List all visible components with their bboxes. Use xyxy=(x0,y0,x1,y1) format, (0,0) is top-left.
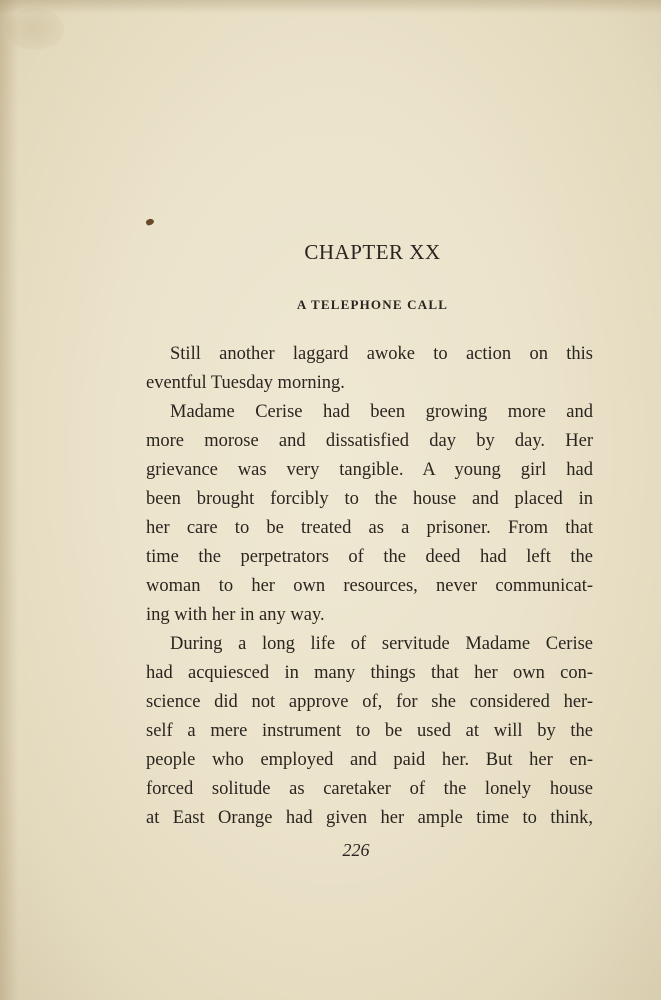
text-line: been brought forcibly to the house and placed in xyxy=(146,489,593,509)
text-line: more morose and dissatisfied day by day. Her xyxy=(146,431,593,451)
chapter-title: CHAPTER XX xyxy=(304,240,441,264)
body-text xyxy=(146,340,593,833)
text-line: ing with her in any way. xyxy=(146,605,325,625)
text-line: her care to be treated as a prisoner. From that xyxy=(146,518,593,538)
page-number: 226 xyxy=(342,840,370,860)
text-line: Madame Cerise had been growing more and xyxy=(170,402,593,422)
text-line: During a long life of servitude Madame Cerise xyxy=(170,634,593,654)
text-line: science did not approve of, for she considered her- xyxy=(146,692,593,712)
text-line: self a mere instrument to be used at will by the xyxy=(146,721,593,741)
text-line: at East Orange had given her ample time to think, xyxy=(146,808,593,828)
ink-speck xyxy=(145,218,155,226)
text-line: woman to her own resources, never communicat- xyxy=(146,576,593,596)
text-line: grievance was very tangible. A young girl had xyxy=(146,460,593,480)
text-line: time the perpetrators of the deed had left the xyxy=(146,547,593,567)
text-line: Still another laggard awoke to action on this xyxy=(170,344,593,364)
paper-stain xyxy=(6,8,64,50)
chapter-subtitle: A TELEPHONE CALL xyxy=(296,297,449,312)
page-top-shadow xyxy=(0,0,661,14)
text-line: eventful Tuesday morning. xyxy=(146,373,345,393)
text-line: had acquiesced in many things that her own con- xyxy=(146,663,593,683)
text-line: people who employed and paid her. But her en- xyxy=(146,750,593,770)
text-line: forced solitude as caretaker of the lonely house xyxy=(146,779,593,799)
